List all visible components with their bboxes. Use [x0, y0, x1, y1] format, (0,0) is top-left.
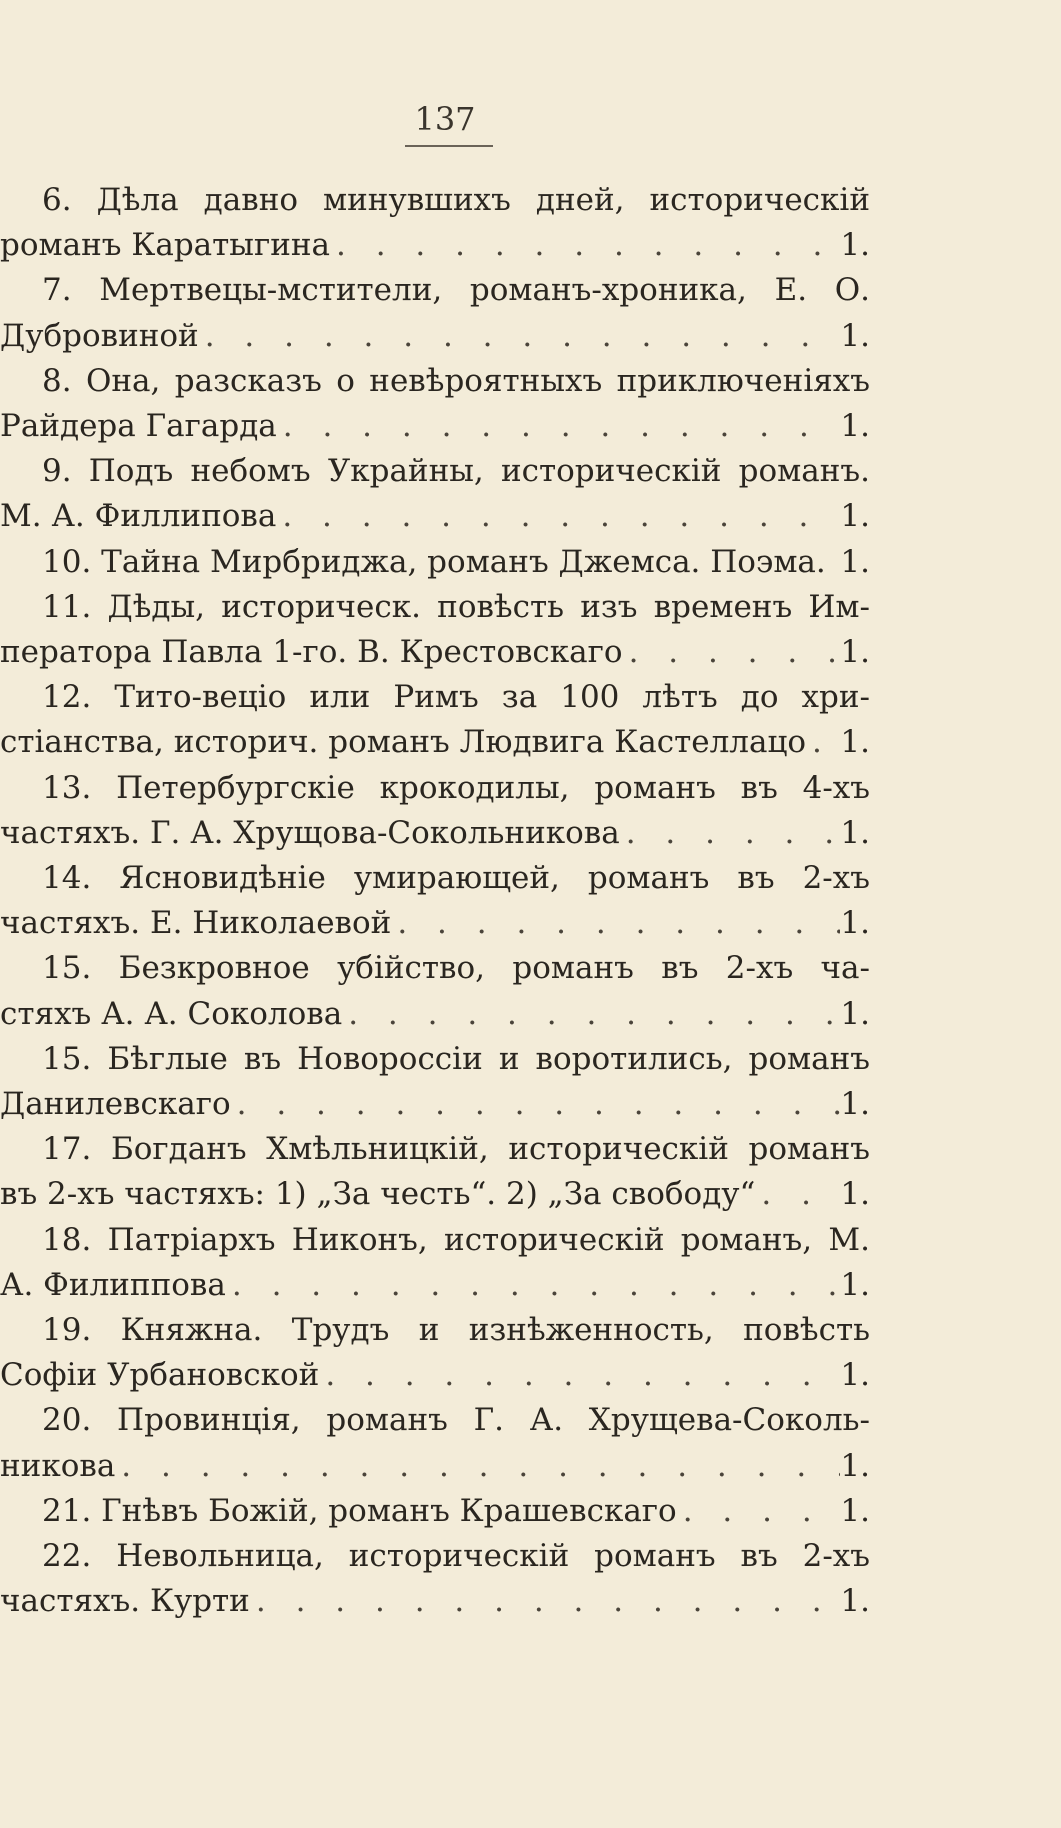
- entry-title-line: 19. Княжна. Трудъ и изнѣженность, повѣсть: [42, 1312, 870, 1349]
- entry-author-line: М. А. Филлипова: [0, 498, 277, 535]
- entry-author-line: частяхъ. Курти: [0, 1583, 250, 1620]
- list-item: [0, 1398, 870, 1488]
- volume-count: 1.: [840, 1447, 870, 1484]
- entry-author-line: частяхъ. Е. Николаевой: [0, 905, 392, 942]
- volume-count: 1.: [840, 1266, 870, 1303]
- dot-leader: [677, 1489, 841, 1534]
- entry-title-line: 17. Богданъ Хмѣльницкій, историческій романъ: [42, 1131, 870, 1168]
- dot-leader: [623, 630, 841, 675]
- volume-count: 1.: [840, 995, 870, 1032]
- list-item: [0, 1308, 870, 1398]
- list-item: [0, 540, 870, 585]
- entry-author-line: романъ Каратыгина: [0, 227, 331, 264]
- volume-count: 1.: [840, 1086, 870, 1123]
- volume-count: 1.: [840, 1176, 870, 1213]
- list-item: [0, 1218, 870, 1308]
- list-item: [0, 585, 870, 675]
- dot-leader: [319, 1353, 840, 1398]
- entry-author-line: въ 2-хъ частяхъ: 1) „За честь“. 2) „За свободу“: [0, 1176, 756, 1213]
- volume-count: 1.: [840, 498, 870, 535]
- entry-title-line: 9. Подъ небомъ Украйны, историческій романъ.: [42, 453, 870, 490]
- dot-leader: [330, 223, 840, 268]
- entry-author-line: Софіи Урбановской: [0, 1357, 320, 1394]
- list-item: [0, 1534, 870, 1624]
- dot-leader: [391, 901, 840, 946]
- entry-author-line: Дубровиной: [0, 317, 199, 354]
- volume-count: 1.: [840, 1357, 870, 1394]
- entry-author-line: стіанства, историч. романъ Людвига Кастеллацо: [0, 724, 807, 761]
- entry-author-line: ператора Павла 1-го. В. Крестовскаго: [0, 634, 623, 671]
- dot-leader: [277, 404, 841, 449]
- list-item: [0, 946, 870, 1036]
- list-item: [0, 856, 870, 946]
- entry-author-line: стяхъ А. А. Соколова: [0, 995, 343, 1032]
- list-item: [0, 1489, 870, 1534]
- entry-title-line: 8. Она, разсказъ о невѣроятныхъ приключеніяхъ: [42, 362, 870, 399]
- entry-author-line: Данилевскаго: [0, 1086, 231, 1123]
- list-item: [0, 1037, 870, 1127]
- entry-title-line: 21. Гнѣвъ Божій, романъ Крашевскаго: [42, 1492, 677, 1529]
- dot-leader: [276, 494, 840, 539]
- list-item: [0, 675, 870, 765]
- entry-author-line: частяхъ. Г. А. Хрущова-Сокольникова: [0, 814, 620, 851]
- volume-count: 1.: [840, 227, 870, 264]
- volume-count: 1.: [840, 724, 870, 761]
- entry-title-line: 13. Петербургскіе крокодилы, романъ въ 4-хъ: [42, 769, 870, 806]
- list-item: [0, 1127, 870, 1217]
- list-item: [0, 449, 870, 539]
- volume-count: 1.: [840, 1492, 870, 1529]
- entry-title-line: 6. Дѣла давно минувшихъ дней, историческій: [42, 182, 870, 218]
- entry-title-line: 10. Тайна Мирбриджа, романъ Джемса. Поэма.: [42, 543, 826, 580]
- entry-title-line: 7. Мертвецы-мстители, романъ-хроника, Е. О.: [42, 272, 870, 309]
- entry-title-line: 14. Ясновидѣніе умирающей, романъ въ 2-хъ: [42, 860, 870, 897]
- dot-leader: [755, 1172, 840, 1217]
- entry-title-line: 15. Бѣглые въ Новороссіи и воротились, романъ: [42, 1040, 870, 1077]
- dot-leader: [620, 811, 841, 856]
- entry-title-line: 15. Безкровное убійство, романъ въ 2-хъ ча-: [42, 950, 870, 987]
- dot-leader: [115, 1444, 840, 1489]
- dot-leader: [231, 1082, 841, 1127]
- list-item: [0, 359, 870, 449]
- list-item: [0, 268, 870, 358]
- volume-count: 1.: [840, 543, 870, 580]
- catalog-list: [0, 178, 870, 1625]
- volume-count: 1.: [840, 1583, 870, 1620]
- dot-leader: [806, 720, 840, 765]
- entry-title-line: 11. Дѣды, историческ. повѣсть изъ временъ Им-: [42, 588, 870, 625]
- header-rule: [405, 145, 493, 147]
- entry-author-line: никова: [0, 1447, 116, 1484]
- volume-count: 1.: [840, 814, 870, 851]
- volume-count: 1.: [840, 408, 870, 445]
- entry-author-line: А. Филиппова: [0, 1266, 226, 1303]
- entry-title-line: 22. Невольница, историческій романъ въ 2-хъ: [42, 1538, 870, 1575]
- entry-author-line: Райдера Гагарда: [0, 408, 277, 445]
- list-item: [0, 178, 870, 268]
- dot-leader: [342, 992, 840, 1037]
- entry-title-line: 12. Тито-веціо или Римъ за 100 лѣтъ до хри-: [42, 679, 870, 716]
- dot-leader: [199, 314, 841, 359]
- entry-title-line: 20. Провинція, романъ Г. А. Хрущева-Соколь-: [42, 1402, 870, 1439]
- dot-leader: [226, 1263, 841, 1308]
- volume-count: 1.: [840, 317, 870, 354]
- list-item: [0, 766, 870, 856]
- volume-count: 1.: [840, 634, 870, 671]
- page-number: 137: [414, 100, 476, 138]
- dot-leader: [250, 1579, 841, 1624]
- entry-title-line: 18. Патріархъ Никонъ, историческій романъ, М.: [42, 1221, 870, 1258]
- volume-count: 1.: [840, 905, 870, 942]
